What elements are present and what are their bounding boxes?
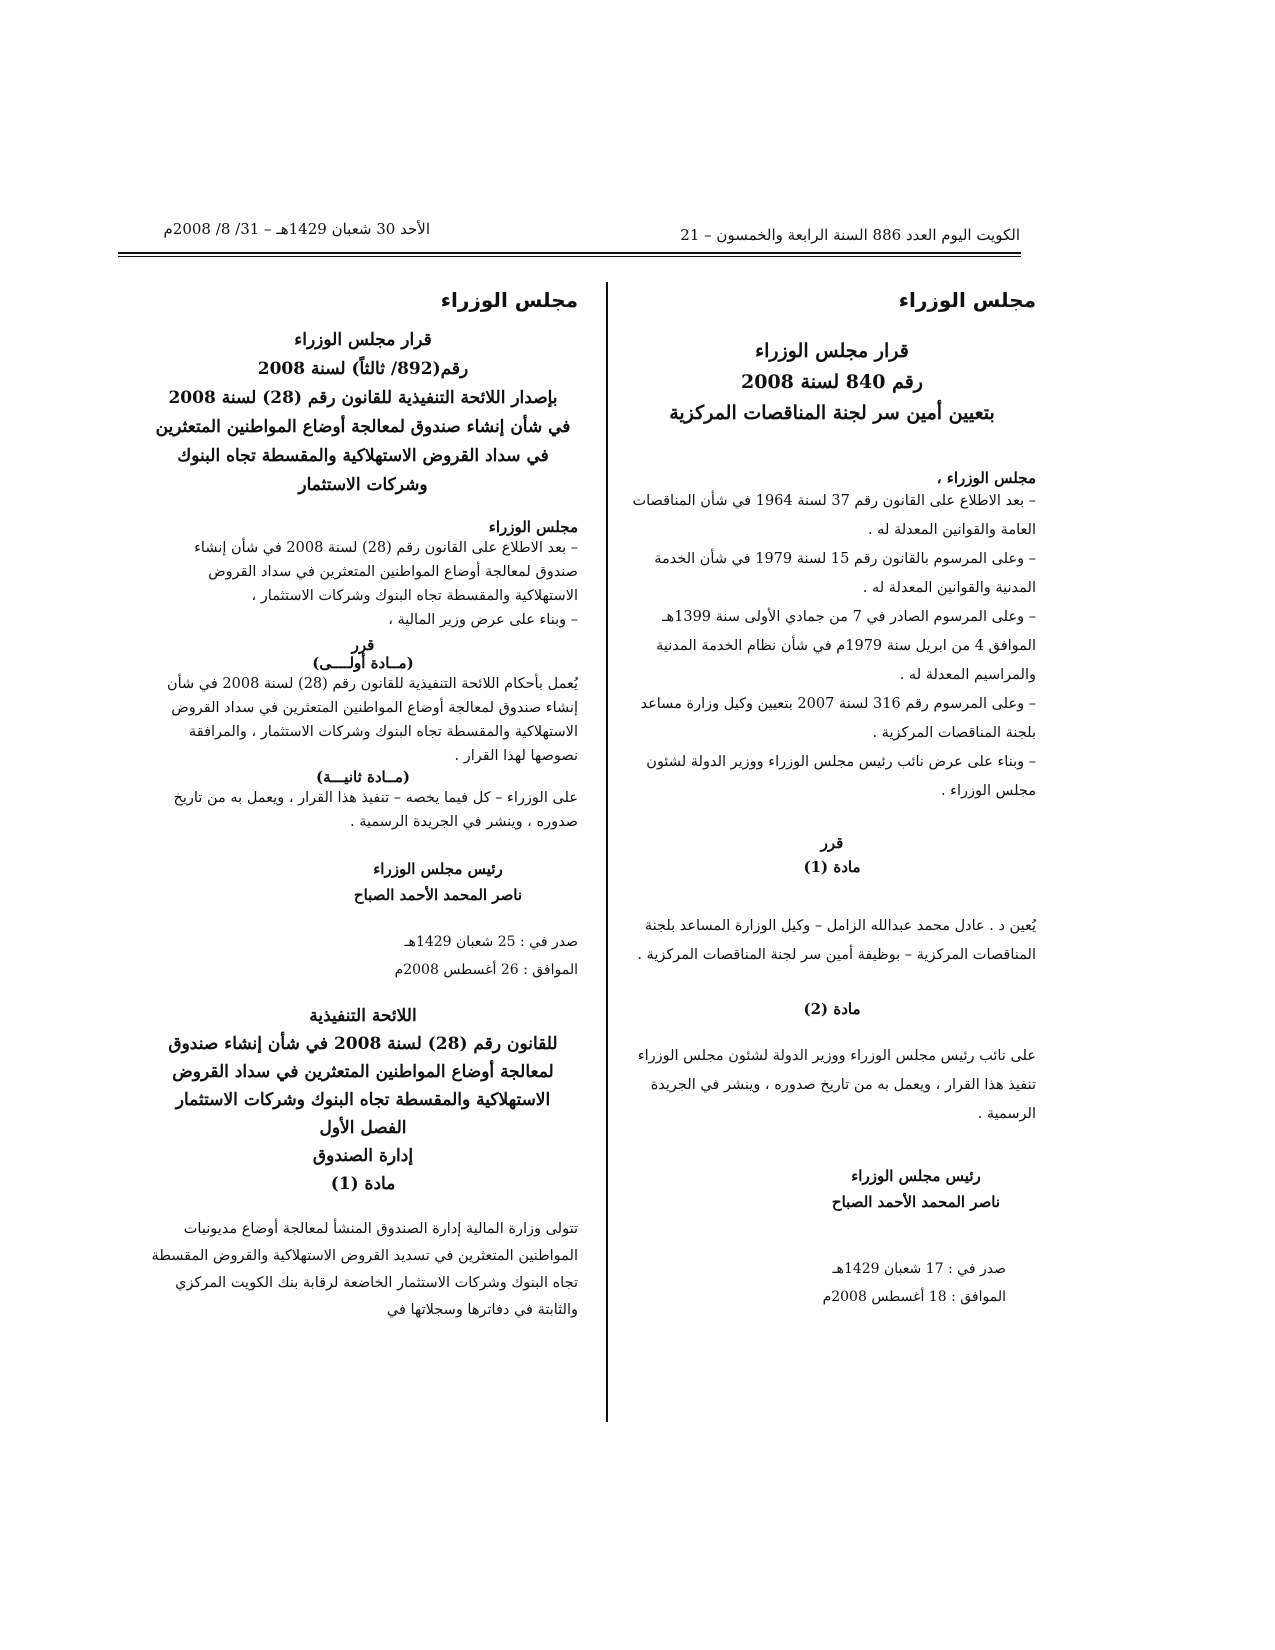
- chapter-subheading: إدارة الصندوق: [312, 1146, 414, 1166]
- decree-title-line: بإصدار اللائحة التنفيذية للقانون رقم (28) لسنة 2008: [168, 388, 558, 408]
- header-rule-thin: [118, 256, 1021, 257]
- regulation-title: [148, 1002, 578, 1198]
- section-heading: مجلس الوزراء: [898, 288, 1036, 312]
- signature-block: [796, 1163, 1036, 1215]
- issue-date: صدر في : 25 شعبان 1429هـ: [404, 934, 578, 950]
- decided-heading: قرر: [820, 834, 844, 852]
- article-text: على الوزراء – كل فيما يخصه – تنفيذ هذا القرار ، ويعمل به من تاريخ صدوره ، وينشر في الجريدة الرسمية .: [173, 790, 578, 830]
- decree-title-line: رقم(892/ ثالثاً) لسنة 2008: [257, 359, 469, 379]
- regulation-text: تتولى وزارة المالية إدارة الصندوق المنشأ لمعالجة أوضاع مديونيات المواطنين المتعثرين في تسديد القروض الاستهلاكية والقروض المقسطة تجاه البنوك وشركات الاستثمار الخاضعة لرقابة بنك الكويت المركزي والثابتة في دفاترها وسجلاتها في: [151, 1221, 578, 1318]
- regulation-title-line: الاستهلاكية والمقسطة تجاه البنوك وشركات الاستثمار: [175, 1090, 551, 1110]
- decree-title: [628, 336, 1036, 429]
- left-column: [148, 288, 578, 1324]
- article-text: يُعمل بأحكام اللائحة التنفيذية للقانون رقم (28) لسنة 2008 في شأن إنشاء صندوق لمعالجة أوضاع المواطنين المتعثرين في سداد القروض الاستهلاكية والمقسطة تجاه البنوك وشركات الاستثمار ، والمرافقة نصوصها لهذا القرار .: [166, 676, 578, 764]
- preamble: [148, 536, 578, 632]
- decree-title-line: وشركات الاستثمار: [298, 475, 428, 495]
- preamble-item: – وعلى المرسوم بالقانون رقم 15 لسنة 1979 في شأن الخدمة المدنية والقوانين المعدلة له .: [654, 551, 1036, 596]
- article-heading: مادة (2): [803, 1000, 861, 1018]
- corresponding-date: الموافق : 18 أغسطس 2008م: [822, 1289, 1006, 1305]
- decree-title-line: بتعيين أمين سر لجنة المناقصات المركزية: [669, 402, 995, 424]
- decree-title-line: قرار مجلس الوزراء: [755, 340, 909, 362]
- section-heading: مجلس الوزراء: [440, 288, 578, 312]
- issue-date: صدر في : 17 شعبان 1429هـ: [832, 1261, 1006, 1277]
- preamble-item: – بعد الاطلاع على القانون رقم (28) لسنة 2008 في شأن إنشاء صندوق لمعالجة أوضاع المواطنين المتعثرين في سداد القروض الاستهلاكية والمقسطة تجاه البنوك وشركات الاستثمار ،: [194, 540, 578, 604]
- chapter-heading: الفصل الأول: [319, 1118, 407, 1138]
- regulation-title-line: لمعالجة أوضاع المواطنين المتعثرين في سداد القروض: [172, 1062, 554, 1082]
- preamble-item: – وبناء على عرض وزير المالية ،: [388, 612, 578, 628]
- header-date: الأحد 30 شعبان 1429هـ – 31/ 8/ 2008م: [163, 220, 430, 238]
- column-divider: [606, 282, 608, 1422]
- regulation-title-line: اللائحة التنفيذية: [309, 1006, 417, 1026]
- decree-title-line: قرار مجلس الوزراء: [294, 330, 432, 350]
- article-heading: مادة (1): [803, 858, 861, 876]
- article-heading: (مــادة ثانيـــة): [315, 768, 411, 786]
- preamble-item: – وعلى المرسوم رقم 316 لسنة 2007 بتعيين وكيل وزارة مساعد بلجنة المناقصات المركزية .: [640, 696, 1036, 741]
- article-text: يُعين د . عادل محمد عبدالله الزامل – وكيل الوزارة المساعد بلجنة المناقصات المركزية – بوظيفة أمين سر لجنة المناقصات المركزية .: [637, 918, 1036, 963]
- preamble-intro: مجلس الوزراء ،: [936, 469, 1036, 487]
- corresponding-date: الموافق : 26 أغسطس 2008م: [394, 962, 578, 978]
- decree-title-line: في سداد القروض الاستهلاكية والمقسطة تجاه البنوك: [177, 446, 549, 466]
- preamble-intro: مجلس الوزراء: [488, 518, 578, 536]
- signature-title: رئيس مجلس الوزراء: [373, 860, 503, 878]
- preamble: [628, 487, 1036, 806]
- signature-name: ناصر المحمد الأحمد الصباح: [831, 1193, 1001, 1211]
- decree-title: [148, 326, 578, 500]
- article-heading: مادة (1): [330, 1174, 396, 1194]
- signature-title: رئيس مجلس الوزراء: [851, 1167, 981, 1185]
- signature-name: ناصر المحمد الأحمد الصباح: [353, 886, 523, 904]
- decree-title-line: رقم 840 لسنة 2008: [741, 371, 923, 393]
- header-issue-info: الكويت اليوم العدد 886 السنة الرابعة والخمسون – 21: [680, 226, 1020, 244]
- article-heading: (مــادة أولــــى): [312, 654, 414, 672]
- preamble-item: – بعد الاطلاع على القانون رقم 37 لسنة 1964 في شأن المناقصات العامة والقوانين المعدلة له .: [632, 493, 1036, 538]
- decided-heading: قرر: [351, 636, 375, 654]
- preamble-item: – وعلى المرسوم الصادر في 7 من جمادي الأولى سنة 1399هـ الموافق 4 من ابريل سنة 1979م في شأن نظام الخدمة المدنية والمراسيم المعدلة له .: [656, 609, 1036, 683]
- decree-title-line: في شأن إنشاء صندوق لمعالجة أوضاع المواطنين المتعثرين: [155, 417, 571, 437]
- regulation-title-line: للقانون رقم (28) لسنة 2008 في شأن إنشاء صندوق: [168, 1034, 558, 1054]
- signature-block: [338, 856, 538, 908]
- preamble-item: – وبناء على عرض نائب رئيس مجلس الوزراء ووزير الدولة لشئون مجلس الوزراء .: [646, 754, 1036, 799]
- header-rule: [118, 252, 1021, 254]
- article-text: على نائب رئيس مجلس الوزراء ووزير الدولة لشئون مجلس الوزراء تنفيذ هذا القرار ، ويعمل به من تاريخ صدوره ، وينشر في الجريدة الرسمية .: [637, 1048, 1036, 1122]
- right-column: [628, 288, 1036, 1311]
